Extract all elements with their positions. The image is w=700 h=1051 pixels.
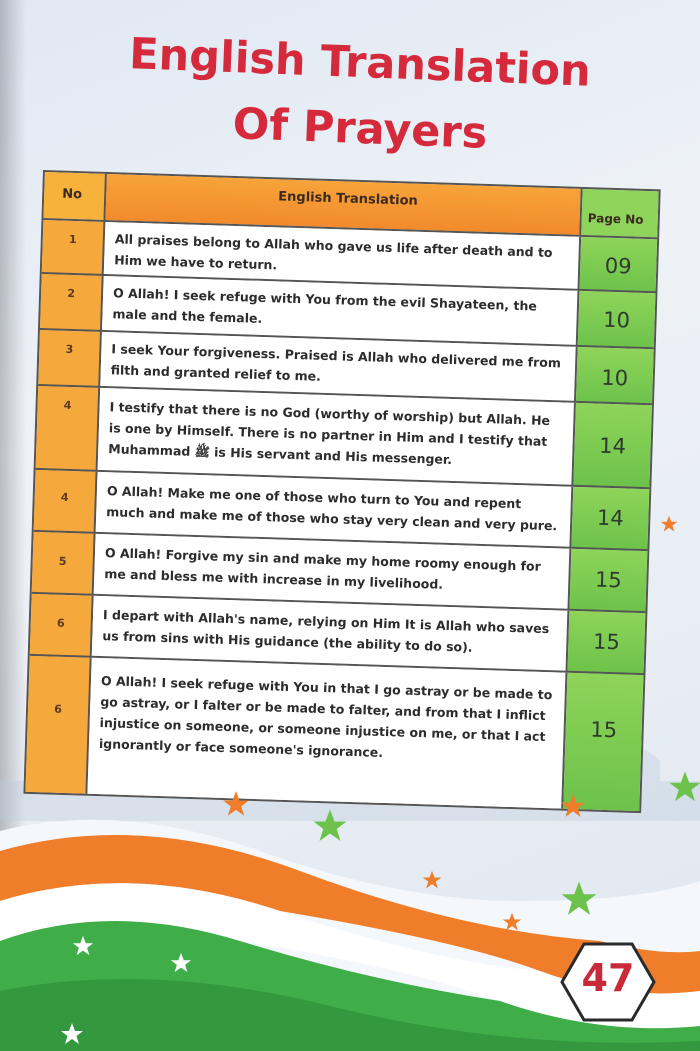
star-icon (502, 912, 522, 932)
row-number: 3 (65, 342, 74, 357)
star-icon (660, 515, 678, 533)
row-number: 6 (54, 702, 63, 716)
row-page: 10 (602, 307, 631, 333)
row-translation: I seek Your forgiveness. Praised is Allah who delivered me from filth and granted relief to me. (110, 341, 562, 384)
row-page: 15 (589, 717, 618, 743)
header-translation-label: English Translation (278, 189, 419, 209)
page-number-badge (560, 940, 656, 1024)
prayers-table (23, 170, 660, 813)
row-page: 15 (592, 629, 621, 655)
star-icon (422, 870, 442, 890)
header-no-label: No (62, 186, 83, 203)
page-title-line-1: English Translation (128, 29, 592, 97)
row-number: 6 (56, 616, 65, 630)
star-icon (222, 790, 250, 818)
star-icon (170, 952, 192, 974)
row-number: 4 (63, 398, 72, 413)
row-translation: I testify that there is no God (worthy of worship) but Allah. He is one by Himself. There is no partner in Him and I testify that Muhammad ﷺ is His servant and His messenger. (108, 399, 551, 467)
header-page-label: Page No (587, 211, 644, 227)
row-translation: O Allah! Make me one of those who turn to You and repent much and make me of those who stay very clean and very pure. (106, 483, 558, 534)
star-icon (72, 935, 94, 957)
page-number: 47 (581, 956, 635, 1000)
row-translation: All praises belong to Allah who gave us life after death and to Him we have to return. (113, 231, 553, 273)
table-row (25, 654, 643, 811)
row-number: 1 (68, 232, 77, 247)
row-translation: O Allah! I seek refuge with You from the evil Shayateen, the male and the female. (112, 285, 538, 326)
star-icon (560, 880, 598, 918)
row-page: 10 (601, 365, 629, 391)
header-page (581, 189, 658, 237)
row-translation: I depart with Allah's name, relying on Him It is Allah who saves us from sins with His guidance (the ability to do so). (102, 607, 550, 655)
row-number: 2 (67, 286, 76, 301)
row-page: 14 (598, 433, 627, 459)
row-number: 5 (58, 554, 67, 568)
row-translation: O Allah! I seek refuge with You in that I go astray or be made to go astray, or I falter or be made to falter, and from that I inflict injustice on someone, or someone injustice on me, or that I act ignorantly or face someone's ignorance. (98, 673, 553, 760)
row-number: 4 (60, 490, 69, 504)
header-no (43, 172, 106, 220)
row-page: 14 (596, 505, 625, 531)
page-title-line-2: Of Prayers (231, 99, 489, 159)
row-page: 15 (594, 567, 623, 593)
star-icon (560, 793, 586, 819)
star-icon (668, 770, 700, 804)
star-icon (312, 808, 348, 844)
row-page: 09 (604, 253, 632, 279)
star-icon (60, 1022, 84, 1046)
row-translation: O Allah! Forgive my sin and make my home roomy enough for me and bless me with increase in my livelihood. (104, 545, 542, 592)
